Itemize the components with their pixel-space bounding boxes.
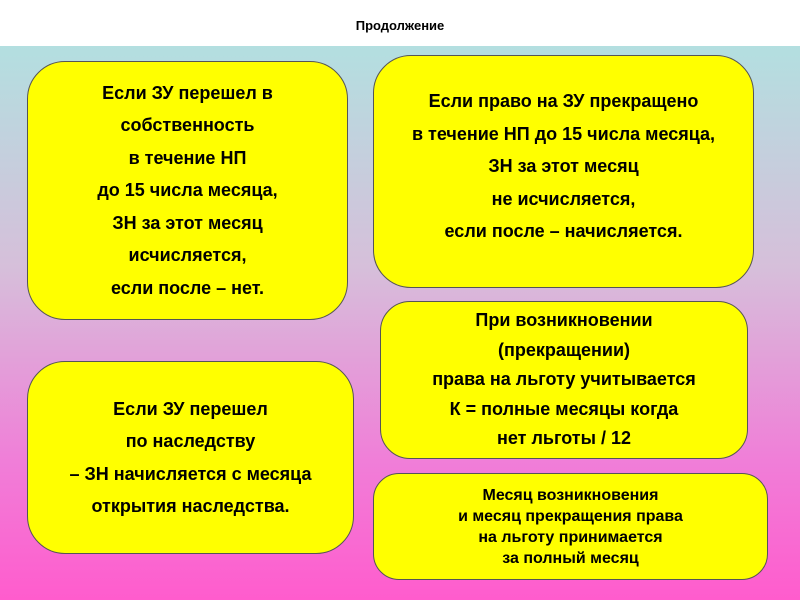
slide-title: Продолжение (355, 18, 445, 33)
card-line: по наследству (125, 431, 256, 451)
card-line: К = полные месяцы когда (449, 398, 679, 419)
card-line: Если ЗУ перешел в (102, 82, 273, 103)
card-line: и месяц прекращения права (458, 507, 683, 525)
card-line: нет льготы / 12 (497, 428, 631, 449)
card-line: Если право на ЗУ прекращено (428, 91, 699, 112)
card-line: ЗН за этот месяц (112, 212, 263, 233)
card-line: если после – нет. (110, 277, 265, 298)
benefit-card (380, 301, 748, 459)
card-line: открытия наследства. (91, 496, 290, 516)
card-line: за полный месяц (502, 549, 639, 567)
card-line: – ЗН начисляется с месяца (69, 463, 312, 484)
card-line: до 15 числа месяца, (97, 180, 278, 201)
card-line: исчисляется, (128, 245, 247, 266)
card-line: При возникновении (475, 310, 653, 331)
card-line: в течение НП (128, 147, 247, 168)
ownership-card (27, 61, 348, 320)
card-line: (прекращении) (497, 339, 631, 360)
card-line: на льготу принимается (478, 528, 663, 546)
card-line: если после – начисляется. (444, 221, 683, 242)
card-line: в течение НП до 15 числа месяца, (411, 123, 716, 144)
card-line: права на льготу учитывается (432, 369, 696, 390)
card-line: собственность (120, 115, 255, 136)
inheritance-card (27, 361, 354, 554)
card-line: Если ЗУ перешел (113, 398, 268, 419)
card-line: ЗН за этот месяц (488, 156, 639, 177)
title-bar (0, 0, 800, 46)
full-month-card (373, 473, 768, 580)
card-line: Месяц возникновения (482, 486, 659, 504)
card-line: не исчисляется, (491, 188, 636, 209)
right-terminated-card (373, 55, 754, 288)
